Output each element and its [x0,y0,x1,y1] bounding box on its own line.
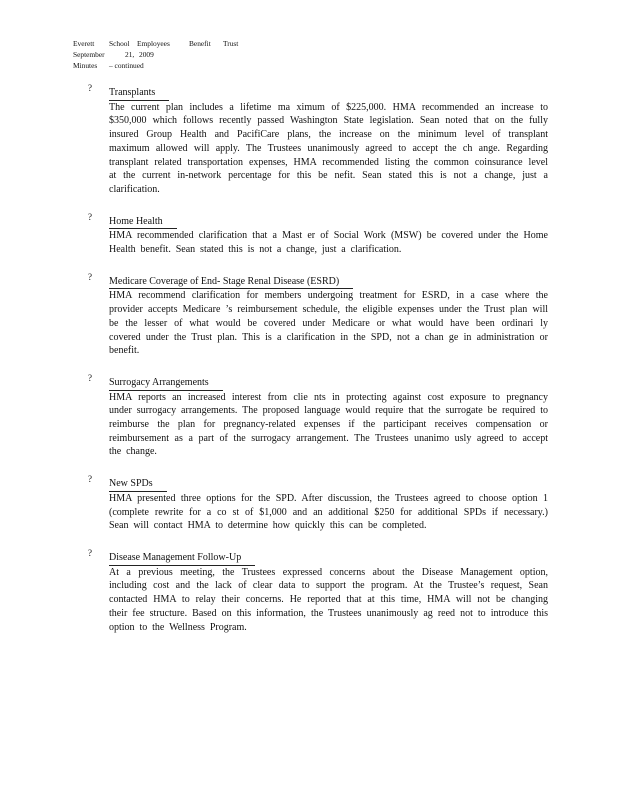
section-heading: Disease Management Follow-Up [109,551,255,566]
section-heading: Transplants [109,86,169,101]
header-line-minutes [73,60,238,71]
section-body: At a previous meeting, the Trustees expressed concerns about the Disease Management option, including cost and the lack of clear data to support the program. At the Trustee’s request, Sean contacted HMA to relay their concerns. He reported that at this time, HMA will not be changing their fee structure. Based on this information, the Trustees unanimously ag reed not to introduce this option to the Wellness Program. [109,566,548,633]
header-word: Everett [73,39,95,48]
header-word: Minutes [73,61,98,70]
section-heading: Home Health [109,215,177,230]
header-word: Benefit [189,39,211,48]
header-word: Trust [223,39,239,48]
bullet-glyph: ? [88,372,92,383]
header-word: 21, [125,50,135,59]
bullet-glyph: ? [88,83,92,93]
section-body: HMA reports an increased interest from clie nts in protecting against cost exposure to pregnancy under surrogacy arrangements. The proposed language would require that the surrogate be required to reimburse the plan for pregnancy-related expenses if the participant receives compensation or reimbursement as a part of the surrogacy arrangement. The Trustees unanimo usly agreed to accept the change. [109,391,548,458]
section-home-health [88,211,548,257]
bullet-glyph: ? [88,271,92,282]
document-header [73,38,238,71]
header-line-date [73,49,238,60]
header-word: School [109,39,130,48]
section-body: The current plan includes a lifetime ma ximum of $225,000. HMA recommended an increase to $350,000 which follows recently passed Washington State legislation. Sean noted that on the fully insured Group Health and PacifiCare plans, the increase on the minimum level of transplant maximum allowed will apply. The Trustees unanimously agreed to accept the ch ange. Regarding transplant related transportation expenses, HMA recommended listing the common coinsurance level at the current in-network percentage for this be nefit. Sean stated this is not a change, just a clarification. [109,101,548,195]
section-transplants [88,82,548,197]
section-esrd [88,271,548,358]
header-word: 2009 [139,50,154,59]
section-heading: New SPDs [109,477,167,492]
section-heading: Medicare Coverage of End- Stage Renal Disease (ESRD) [109,275,353,290]
bullet-glyph: ? [88,474,92,485]
bullet-glyph: ? [88,547,92,558]
section-new-spds [88,473,548,533]
header-word: Employees [137,39,170,48]
section-body: HMA recommended clarification that a Mast er of Social Work (MSW) be covered under the Home Health benefit. Sean stated this is not a change, just a clarification. [109,230,548,256]
header-word: September [73,50,105,59]
header-word: – continued [109,61,144,70]
section-disease-management [88,547,548,634]
section-body: HMA presented three options for the SPD. After discussion, the Trustees agreed to choose option 1 (complete rewrite for a co st of $1,000 and an additional $250 for additional SPDs if necessary.) Sean will contact HMA to determine how quickly this can be completed. [109,492,548,532]
section-surrogacy [88,372,548,459]
bullet-glyph: ? [88,211,92,222]
section-body: HMA recommend clarification for members undergoing treatment for ESRD, in a case where the provider accepts Medicare ’s reimbursement schedule, the eligible expenses under the Trust plan will be the lesser of what would be covered under Medicare or what would have been ordinari ly covered under the Trust plan. This is a clarification in the SPD, not a chan ge in administration or benefit. [109,290,548,357]
minutes-sections [88,82,548,648]
section-heading: Surrogacy Arrangements [109,376,223,391]
header-line-trust-name [73,38,238,49]
